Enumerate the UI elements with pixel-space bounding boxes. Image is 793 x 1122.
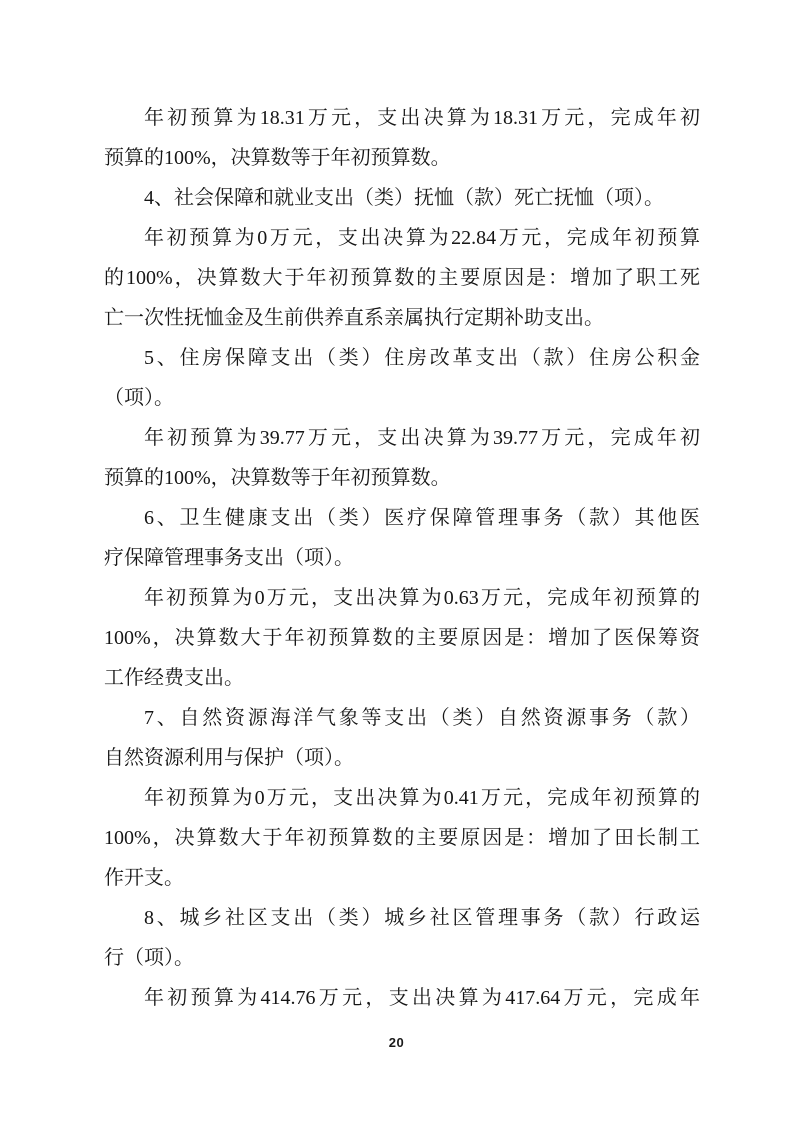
text-line: 4、社会保障和就业支出（类）抚恤（款）死亡抚恤（项）。 (144, 187, 664, 209)
paragraph (104, 978, 700, 1018)
text-line: 100%，决算数大于年初预算数的主要原因是：增加了医保筹资 (104, 627, 700, 649)
paragraph (104, 578, 700, 698)
text-line: 预算的100%，决算数等于年初预算数。 (104, 467, 451, 489)
text-line: 年初预算为18.31万元，支出决算为18.31万元，完成年初 (144, 107, 700, 129)
text-line: 年初预算为0万元，支出决算为22.84万元，完成年初预算 (144, 227, 700, 249)
text-line: 100%，决算数大于年初预算数的主要原因是：增加了田长制工 (104, 827, 700, 849)
paragraph (104, 418, 700, 498)
text-line: 年初预算为0万元，支出决算为0.63万元，完成年初预算的 (144, 587, 700, 609)
text-line: 年初预算为414.76万元，支出决算为417.64万元，完成年 (144, 987, 700, 1009)
text-line: 作开支。 (104, 867, 184, 889)
page-footer (0, 1034, 793, 1056)
text-line: 8、城乡社区支出（类）城乡社区管理事务（款）行政运 (144, 907, 700, 929)
page-number: 20 (388, 1035, 405, 1050)
text-line: 行（项）。 (104, 947, 194, 969)
text-line: 年初预算为39.77万元，支出决算为39.77万元，完成年初 (144, 427, 700, 449)
text-line: 亡一次性抚恤金及生前供养直系亲属执行定期补助支出。 (104, 307, 604, 329)
text-line: 7、自然资源海洋气象等支出（类）自然资源事务（款） (144, 707, 700, 729)
paragraph (104, 218, 700, 338)
paragraph (104, 898, 700, 978)
text-line: 6、卫生健康支出（类）医疗保障管理事务（款）其他医 (144, 507, 700, 529)
paragraph (104, 498, 700, 578)
text-line: 5、住房保障支出（类）住房改革支出（款）住房公积金 (144, 347, 700, 369)
text-line: 疗保障管理事务支出（项）。 (104, 547, 354, 569)
text-line: 的100%，决算数大于年初预算数的主要原因是：增加了职工死 (104, 267, 700, 289)
text-line: （项）。 (104, 387, 174, 409)
paragraph (104, 178, 700, 218)
text-line: 自然资源利用与保护（项）。 (104, 747, 354, 769)
paragraph (104, 338, 700, 418)
paragraph (104, 98, 700, 178)
page-body-text (104, 98, 700, 1018)
text-line: 预算的100%，决算数等于年初预算数。 (104, 147, 451, 169)
text-line: 年初预算为0万元，支出决算为0.41万元，完成年初预算的 (144, 787, 700, 809)
text-line: 工作经费支出。 (104, 667, 244, 689)
paragraph (104, 698, 700, 778)
paragraph (104, 778, 700, 898)
